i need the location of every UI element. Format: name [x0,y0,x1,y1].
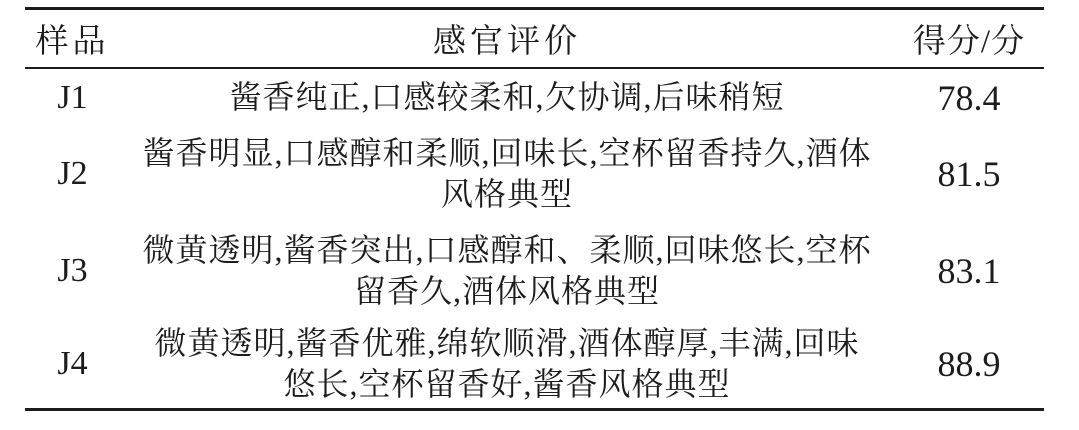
evaluation-cell [120,323,894,405]
evaluation-line: 酱香纯正,口感较柔和,欠协调,后味稍短 [229,79,785,115]
evaluation-line: 微黄透明,酱香突出,口感醇和、柔顺,回味悠长,空杯 [142,232,872,268]
evaluation-line: 留香久,酒体风格典型 [353,273,660,309]
column-header-sample: 样品 [35,24,110,60]
sample-cell: J4 [57,345,88,382]
evaluation-line: 酱香明显,口感醇和柔顺,回味长,空杯留香持久,酒体 [142,135,872,171]
evaluation-cell [120,230,894,312]
evaluation-line: 微黄透明,酱香优雅,绵软顺滑,酒体醇厚,丰满,回味 [154,325,860,361]
score-cell: 83.1 [937,251,1001,291]
sample-cell: J2 [57,155,88,192]
column-header-score: 得分/分 [912,24,1026,60]
table-row [25,69,1044,126]
table-row [25,320,1044,408]
table-bottom-rule [25,408,1044,411]
score-cell: 88.9 [937,344,1001,384]
table-header-row [25,10,1044,67]
evaluation-line: 风格典型 [440,176,573,212]
evaluation-cell [120,77,894,118]
sensory-evaluation-table [25,7,1044,411]
sample-cell: J3 [57,252,88,289]
table-row [25,126,1044,222]
score-cell: 78.4 [937,77,1001,118]
column-header-evaluation: 感官评价 [433,24,581,60]
table-row [25,222,1044,320]
sample-cell: J1 [57,78,88,116]
evaluation-cell [120,133,894,215]
evaluation-line: 悠长,空杯留香好,酱香风格典型 [283,366,731,402]
score-cell: 81.5 [937,154,1001,194]
